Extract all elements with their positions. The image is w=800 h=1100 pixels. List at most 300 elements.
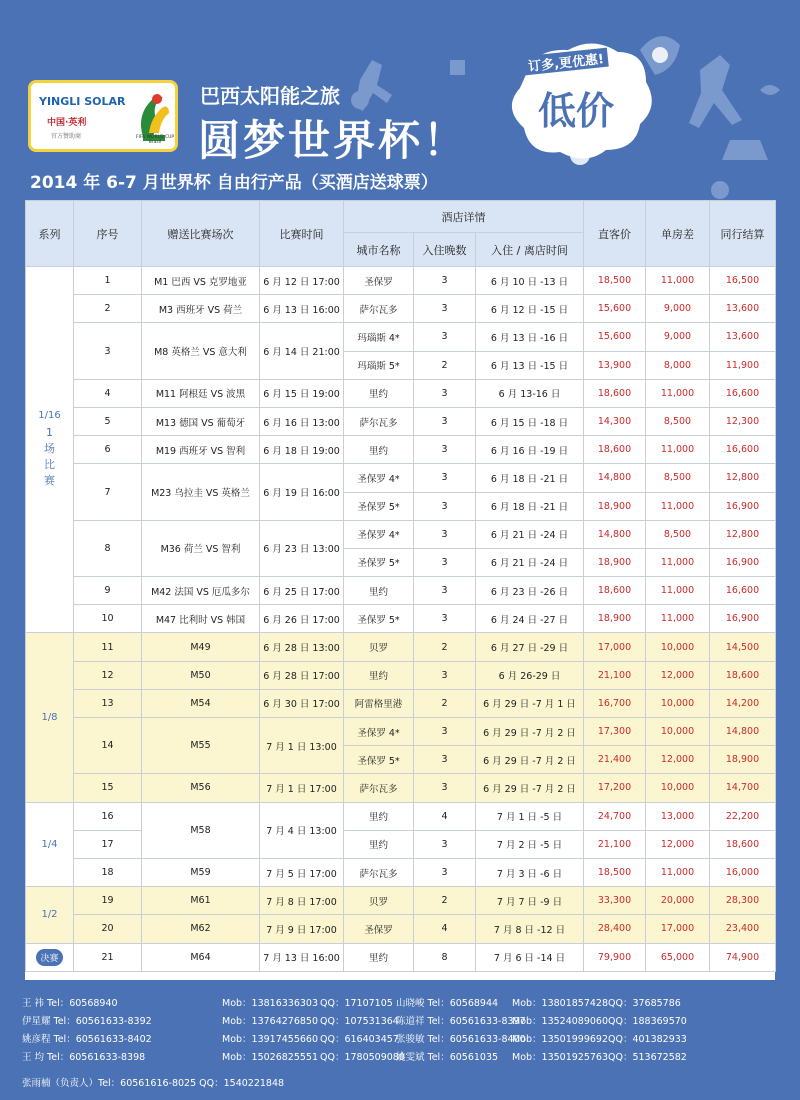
cell-stay: 7 月 7 日 -9 日 (476, 887, 584, 915)
cell-nights: 3 (414, 267, 476, 295)
contact-name-tel: 伊星耀 Tel：60561633-8392 (22, 1016, 152, 1027)
cell-peer: 16,600 (710, 436, 776, 464)
cell-city: 里约 (344, 436, 414, 464)
header-checkin: 入住 / 离店时间 (476, 233, 584, 267)
cell-no: 1 (74, 267, 142, 295)
cell-stay: 7 月 2 日 -5 日 (476, 830, 584, 858)
contact-line (396, 1013, 687, 1027)
cell-peer: 22,200 (710, 802, 776, 830)
cell-time: 6 月 19 日 16:00 (260, 464, 344, 520)
cell-city: 圣保罗 5* (344, 548, 414, 576)
cell-stay: 6 月 24 日 -27 日 (476, 605, 584, 633)
cell-time: 6 月 18 日 19:00 (260, 436, 344, 464)
cell-single: 11,000 (646, 858, 710, 886)
cell-peer: 13,600 (710, 323, 776, 351)
contact-qq: QQ：37685786 (608, 998, 681, 1009)
contact-line (22, 995, 393, 1009)
series-frac: 1/8 (41, 712, 58, 723)
header-match: 赠送比赛场次 (142, 201, 260, 267)
cell-city: 阿雷格里港 (344, 689, 414, 717)
cell-match: M13 德国 VS 葡萄牙 (142, 407, 260, 435)
cell-peer: 16,600 (710, 577, 776, 605)
cell-stay: 6 月 29 日 -7 月 2 日 (476, 774, 584, 802)
cell-city: 圣保罗 (344, 915, 414, 943)
series-label: 1场比赛 (44, 426, 55, 488)
header-time: 比赛时间 (260, 201, 344, 267)
cell-direct: 18,500 (584, 858, 646, 886)
header-single: 单房差 (646, 201, 710, 267)
cell-nights: 3 (414, 577, 476, 605)
cell-direct: 17,300 (584, 718, 646, 746)
contact-mob: Mob：13764276850 (222, 1016, 319, 1027)
cell-stay: 6 月 26-29 日 (476, 661, 584, 689)
header-peer: 同行结算 (710, 201, 776, 267)
cell-no: 6 (74, 436, 142, 464)
cell-nights: 3 (414, 436, 476, 464)
contact-mob: Mob：15026825551 (222, 1052, 319, 1063)
cell-city: 贝罗 (344, 887, 414, 915)
contact-qq: QQ：17107105 (320, 998, 393, 1009)
cell-time: 6 月 14 日 21:00 (260, 323, 344, 379)
cell-city: 里约 (344, 943, 414, 971)
table-row (26, 774, 776, 802)
cell-nights: 3 (414, 774, 476, 802)
header (0, 0, 800, 200)
contact-qq: QQ：401382933 (608, 1034, 687, 1045)
cell-stay: 6 月 29 日 -7 月 1 日 (476, 689, 584, 717)
cell-peer: 16,500 (710, 267, 776, 295)
cell-single: 9,000 (646, 323, 710, 351)
price-table-panel (25, 200, 775, 980)
series-frac: 1/16 (38, 410, 61, 422)
cell-time: 7 月 13 日 16:00 (260, 943, 344, 971)
cell-no: 12 (74, 661, 142, 689)
cell-direct: 24,700 (584, 802, 646, 830)
cell-single: 10,000 (646, 633, 710, 661)
header-city: 城市名称 (344, 233, 414, 267)
cell-peer: 18,600 (710, 830, 776, 858)
cell-no: 19 (74, 887, 142, 915)
cell-direct: 15,600 (584, 295, 646, 323)
cell-single: 10,000 (646, 718, 710, 746)
cell-match: M56 (142, 774, 260, 802)
contact-line (22, 1049, 405, 1063)
cell-nights: 3 (414, 520, 476, 548)
table-row (26, 661, 776, 689)
cell-stay: 6 月 10 日 -13 日 (476, 267, 584, 295)
cell-match: M23 乌拉圭 VS 英格兰 (142, 464, 260, 520)
cell-no: 11 (74, 633, 142, 661)
cell-direct: 18,900 (584, 605, 646, 633)
series-round-of-16-plus (26, 267, 74, 633)
cell-stay: 6 月 27 日 -29 日 (476, 633, 584, 661)
cell-single: 12,000 (646, 830, 710, 858)
contact-line (22, 1031, 399, 1045)
cell-nights: 3 (414, 718, 476, 746)
cell-time: 7 月 1 日 17:00 (260, 774, 344, 802)
series-semi-final (26, 887, 74, 943)
series-final (26, 943, 74, 971)
cell-single: 11,000 (646, 492, 710, 520)
cell-nights: 3 (414, 464, 476, 492)
table-row (26, 407, 776, 435)
cell-peer: 74,900 (710, 943, 776, 971)
cell-direct: 28,400 (584, 915, 646, 943)
cell-stay: 6 月 16 日 -19 日 (476, 436, 584, 464)
cell-single: 8,000 (646, 351, 710, 379)
price-badge-main: 低价 (538, 89, 615, 133)
cell-match: M3 西班牙 VS 荷兰 (142, 295, 260, 323)
cell-match: M54 (142, 689, 260, 717)
cell-match: M19 西班牙 VS 智利 (142, 436, 260, 464)
contact-mob: Mob：13801857428 (512, 998, 609, 1009)
cell-match: M49 (142, 633, 260, 661)
cell-city: 圣保罗 5* (344, 746, 414, 774)
cell-nights: 3 (414, 492, 476, 520)
cell-stay: 6 月 18 日 -21 日 (476, 492, 584, 520)
contact-mob: Mob：13524089060 (512, 1016, 609, 1027)
contact-name-tel: 王 均 Tel：60561633-8398 (22, 1052, 146, 1063)
cell-single: 11,000 (646, 605, 710, 633)
cell-time: 7 月 9 日 17:00 (260, 915, 344, 943)
cell-time: 6 月 28 日 17:00 (260, 661, 344, 689)
cell-stay: 6 月 29 日 -7 月 2 日 (476, 718, 584, 746)
cell-city: 萨尔瓦多 (344, 295, 414, 323)
cell-stay: 6 月 15 日 -18 日 (476, 407, 584, 435)
cell-nights: 3 (414, 858, 476, 886)
cell-city: 圣保罗 (344, 267, 414, 295)
cell-time: 6 月 15 日 19:00 (260, 379, 344, 407)
cell-direct: 13,900 (584, 351, 646, 379)
contact-line (396, 995, 681, 1009)
cell-peer: 16,900 (710, 492, 776, 520)
cell-city: 萨尔瓦多 (344, 407, 414, 435)
header-nights: 入住晚数 (414, 233, 476, 267)
cell-direct: 14,800 (584, 520, 646, 548)
cell-single: 13,000 (646, 802, 710, 830)
cell-no: 16 (74, 802, 142, 830)
contact-name-tel: 王 祎 Tel：60568940 (22, 998, 118, 1009)
cell-peer: 23,400 (710, 915, 776, 943)
cell-time: 6 月 30 日 17:00 (260, 689, 344, 717)
header-direct: 直客价 (584, 201, 646, 267)
cell-time: 6 月 25 日 17:00 (260, 577, 344, 605)
contact-name-tel: 姚彦程 Tel：60561633-8402 (22, 1034, 152, 1045)
series-quarter-final (26, 802, 74, 887)
title-big: 圆梦世界杯！ (198, 116, 469, 165)
cell-nights: 3 (414, 323, 476, 351)
cell-city: 圣保罗 4* (344, 464, 414, 492)
cell-city: 萨尔瓦多 (344, 774, 414, 802)
cell-match: M11 阿根廷 VS 波黑 (142, 379, 260, 407)
cell-city: 圣保罗 4* (344, 718, 414, 746)
yingli-logo-brand: YINGLI SOLAR (39, 95, 126, 108)
sub-title: 2014 年 6-7 月世界杯 自由行产品（买酒店送球票） (30, 173, 438, 193)
table-row (26, 520, 776, 548)
table-row (26, 689, 776, 717)
table-row (26, 915, 776, 943)
cell-stay: 7 月 6 日 -14 日 (476, 943, 584, 971)
cell-time: 6 月 23 日 13:00 (260, 520, 344, 576)
cell-city: 萨尔瓦多 (344, 858, 414, 886)
header-hotel: 酒店详情 (344, 201, 584, 233)
cell-no: 8 (74, 520, 142, 576)
cell-match: M64 (142, 943, 260, 971)
cell-peer: 12,800 (710, 520, 776, 548)
table-row (26, 323, 776, 351)
cell-nights: 3 (414, 605, 476, 633)
cell-stay: 7 月 1 日 -5 日 (476, 802, 584, 830)
cell-nights: 2 (414, 633, 476, 661)
cell-match: M1 巴西 VS 克罗地亚 (142, 267, 260, 295)
cell-direct: 17,000 (584, 633, 646, 661)
cell-city: 玛瑙斯 4* (344, 323, 414, 351)
cell-single: 8,500 (646, 520, 710, 548)
cell-match: M36 荷兰 VS 智利 (142, 520, 260, 576)
cell-peer: 12,300 (710, 407, 776, 435)
cell-nights: 2 (414, 689, 476, 717)
cell-match: M8 英格兰 VS 意大利 (142, 323, 260, 379)
cell-peer: 16,000 (710, 858, 776, 886)
cell-single: 8,500 (646, 407, 710, 435)
table-row (26, 267, 776, 295)
cell-nights: 3 (414, 407, 476, 435)
cell-nights: 3 (414, 661, 476, 689)
contact-line (396, 1031, 687, 1045)
contact-qq: QQ：616403457 (320, 1034, 399, 1045)
cell-time: 6 月 13 日 16:00 (260, 295, 344, 323)
cell-peer: 14,700 (710, 774, 776, 802)
cell-no: 14 (74, 718, 142, 774)
cell-peer: 16,900 (710, 605, 776, 633)
cell-single: 10,000 (646, 774, 710, 802)
contact-qq: QQ：107531364 (320, 1016, 399, 1027)
cell-single: 10,000 (646, 689, 710, 717)
cell-time: 6 月 12 日 17:00 (260, 267, 344, 295)
cell-direct: 79,900 (584, 943, 646, 971)
series-frac: 1/4 (41, 838, 58, 850)
table-row (26, 605, 776, 633)
cell-stay: 6 月 18 日 -21 日 (476, 464, 584, 492)
contact-line (396, 1049, 687, 1063)
cell-direct: 18,600 (584, 379, 646, 407)
table-row (26, 436, 776, 464)
cell-stay: 6 月 13 日 -16 日 (476, 323, 584, 351)
cell-nights: 2 (414, 887, 476, 915)
cell-stay: 6 月 13 日 -15 日 (476, 351, 584, 379)
cell-nights: 2 (414, 351, 476, 379)
cell-no: 18 (74, 858, 142, 886)
contact-mob: Mob：13816336303 (222, 998, 319, 1009)
table-row (26, 379, 776, 407)
contact-line (22, 1013, 399, 1027)
cell-no: 4 (74, 379, 142, 407)
cell-peer: 16,600 (710, 379, 776, 407)
cell-nights: 3 (414, 746, 476, 774)
table-row (26, 464, 776, 492)
cell-no: 3 (74, 323, 142, 379)
cell-time: 6 月 28 日 13:00 (260, 633, 344, 661)
contact-mob: Mob：13501999692 (512, 1034, 609, 1045)
cell-stay: 6 月 13-16 日 (476, 379, 584, 407)
cell-direct: 15,600 (584, 323, 646, 351)
cell-stay: 6 月 23 日 -26 日 (476, 577, 584, 605)
cell-city: 里约 (344, 830, 414, 858)
final-badge: 决赛 (36, 949, 62, 966)
cell-stay: 7 月 8 日 -12 日 (476, 915, 584, 943)
cell-match: M58 (142, 802, 260, 858)
cell-direct: 21,400 (584, 746, 646, 774)
cell-peer: 18,900 (710, 746, 776, 774)
cell-no: 9 (74, 577, 142, 605)
cell-city: 里约 (344, 802, 414, 830)
header-series: 系列 (26, 201, 74, 267)
cell-nights: 4 (414, 915, 476, 943)
table-row (26, 718, 776, 746)
cell-single: 12,000 (646, 746, 710, 774)
contact-name-tel: 陈道祥 Tel：60561633-8397 (396, 1016, 526, 1027)
cell-nights: 3 (414, 830, 476, 858)
cell-no: 2 (74, 295, 142, 323)
cell-match: M47 比利时 VS 韩国 (142, 605, 260, 633)
cell-direct: 18,900 (584, 548, 646, 576)
cell-no: 17 (74, 830, 142, 858)
cell-direct: 21,100 (584, 661, 646, 689)
cell-no: 13 (74, 689, 142, 717)
world-cup-logo-text: FIFA WORLD CUP Brasil (135, 135, 175, 145)
table-row (26, 295, 776, 323)
cell-peer: 14,800 (710, 718, 776, 746)
cell-match: M62 (142, 915, 260, 943)
cell-stay: 6 月 21 日 -24 日 (476, 548, 584, 576)
cell-stay: 6 月 21 日 -24 日 (476, 520, 584, 548)
cell-direct: 16,700 (584, 689, 646, 717)
cell-direct: 18,600 (584, 436, 646, 464)
cell-stay: 6 月 12 日 -15 日 (476, 295, 584, 323)
series-round-of-16 (26, 633, 74, 802)
cell-single: 20,000 (646, 887, 710, 915)
yingli-logo-cn: 中国·英利 (47, 118, 87, 128)
manager-contact: 张雨楠（负责人）Tel：60561616-8025 QQ：1540221848 (22, 1078, 285, 1089)
table-row (26, 943, 776, 971)
series-frac: 1/2 (41, 909, 58, 921)
cell-single: 12,000 (646, 661, 710, 689)
cell-peer: 28,300 (710, 887, 776, 915)
price-badge-top: 订多,更优惠! (523, 48, 608, 76)
cell-no: 5 (74, 407, 142, 435)
cell-direct: 14,800 (584, 464, 646, 492)
cell-time: 7 月 8 日 17:00 (260, 887, 344, 915)
cell-city: 圣保罗 5* (344, 605, 414, 633)
cell-time: 7 月 1 日 13:00 (260, 718, 344, 774)
cell-single: 11,000 (646, 577, 710, 605)
cell-time: 7 月 5 日 17:00 (260, 858, 344, 886)
contact-qq: QQ：1780509080 (320, 1052, 405, 1063)
cell-single: 8,500 (646, 464, 710, 492)
contact-qq: QQ：513672582 (608, 1052, 687, 1063)
table-row (26, 802, 776, 830)
cell-single: 11,000 (646, 379, 710, 407)
cell-match: M42 法国 VS 厄瓜多尔 (142, 577, 260, 605)
cell-peer: 14,200 (710, 689, 776, 717)
cell-single: 17,000 (646, 915, 710, 943)
price-table (25, 200, 776, 972)
cell-peer: 14,500 (710, 633, 776, 661)
cell-single: 11,000 (646, 267, 710, 295)
cell-time: 7 月 4 日 13:00 (260, 802, 344, 858)
yingli-logo-sub: 官方赞助商 (51, 133, 82, 140)
table-row (26, 830, 776, 858)
cell-no: 10 (74, 605, 142, 633)
cell-peer: 18,600 (710, 661, 776, 689)
contact-mob: Mob：13501925763 (512, 1052, 609, 1063)
cell-direct: 18,900 (584, 492, 646, 520)
cell-city: 里约 (344, 379, 414, 407)
cell-match: M50 (142, 661, 260, 689)
cell-peer: 16,900 (710, 548, 776, 576)
cell-city: 里约 (344, 661, 414, 689)
cell-peer: 11,900 (710, 351, 776, 379)
title-small: 巴西太阳能之旅 (200, 84, 340, 108)
cell-no: 20 (74, 915, 142, 943)
cell-nights: 4 (414, 802, 476, 830)
cell-no: 7 (74, 464, 142, 520)
table-row (26, 577, 776, 605)
cell-match: M59 (142, 858, 260, 886)
cell-direct: 21,100 (584, 830, 646, 858)
cell-city: 贝罗 (344, 633, 414, 661)
cell-direct: 18,600 (584, 577, 646, 605)
contact-name-tel: 张骏敏 Tel：60561633-8400 (396, 1034, 526, 1045)
cell-time: 6 月 26 日 17:00 (260, 605, 344, 633)
table-row (26, 858, 776, 886)
cell-nights: 3 (414, 548, 476, 576)
cell-stay: 6 月 29 日 -7 月 2 日 (476, 746, 584, 774)
cell-single: 11,000 (646, 436, 710, 464)
cell-direct: 33,300 (584, 887, 646, 915)
cell-direct: 17,200 (584, 774, 646, 802)
cell-city: 里约 (344, 577, 414, 605)
cell-nights: 3 (414, 379, 476, 407)
table-row (26, 633, 776, 661)
cell-city: 圣保罗 4* (344, 520, 414, 548)
cell-city: 玛瑙斯 5* (344, 351, 414, 379)
cell-direct: 14,300 (584, 407, 646, 435)
header-no: 序号 (74, 201, 142, 267)
contact-name-tel: 姚雯斌 Tel：60561035 (396, 1052, 499, 1063)
cell-nights: 8 (414, 943, 476, 971)
table-row (26, 887, 776, 915)
cell-single: 65,000 (646, 943, 710, 971)
contact-mob: Mob：13917455660 (222, 1034, 319, 1045)
cell-single: 11,000 (646, 548, 710, 576)
cell-city: 圣保罗 5* (344, 492, 414, 520)
cell-match: M61 (142, 887, 260, 915)
cell-match: M55 (142, 718, 260, 774)
cell-no: 21 (74, 943, 142, 971)
cell-time: 6 月 16 日 13:00 (260, 407, 344, 435)
cell-single: 9,000 (646, 295, 710, 323)
contact-name-tel: 山晓峻 Tel：60568944 (396, 998, 499, 1009)
cell-stay: 7 月 3 日 -6 日 (476, 858, 584, 886)
cell-nights: 3 (414, 295, 476, 323)
cell-no: 15 (74, 774, 142, 802)
yingli-logo (28, 80, 178, 152)
contact-qq: QQ：188369570 (608, 1016, 687, 1027)
cell-peer: 13,600 (710, 295, 776, 323)
cell-peer: 12,800 (710, 464, 776, 492)
cell-direct: 18,500 (584, 267, 646, 295)
